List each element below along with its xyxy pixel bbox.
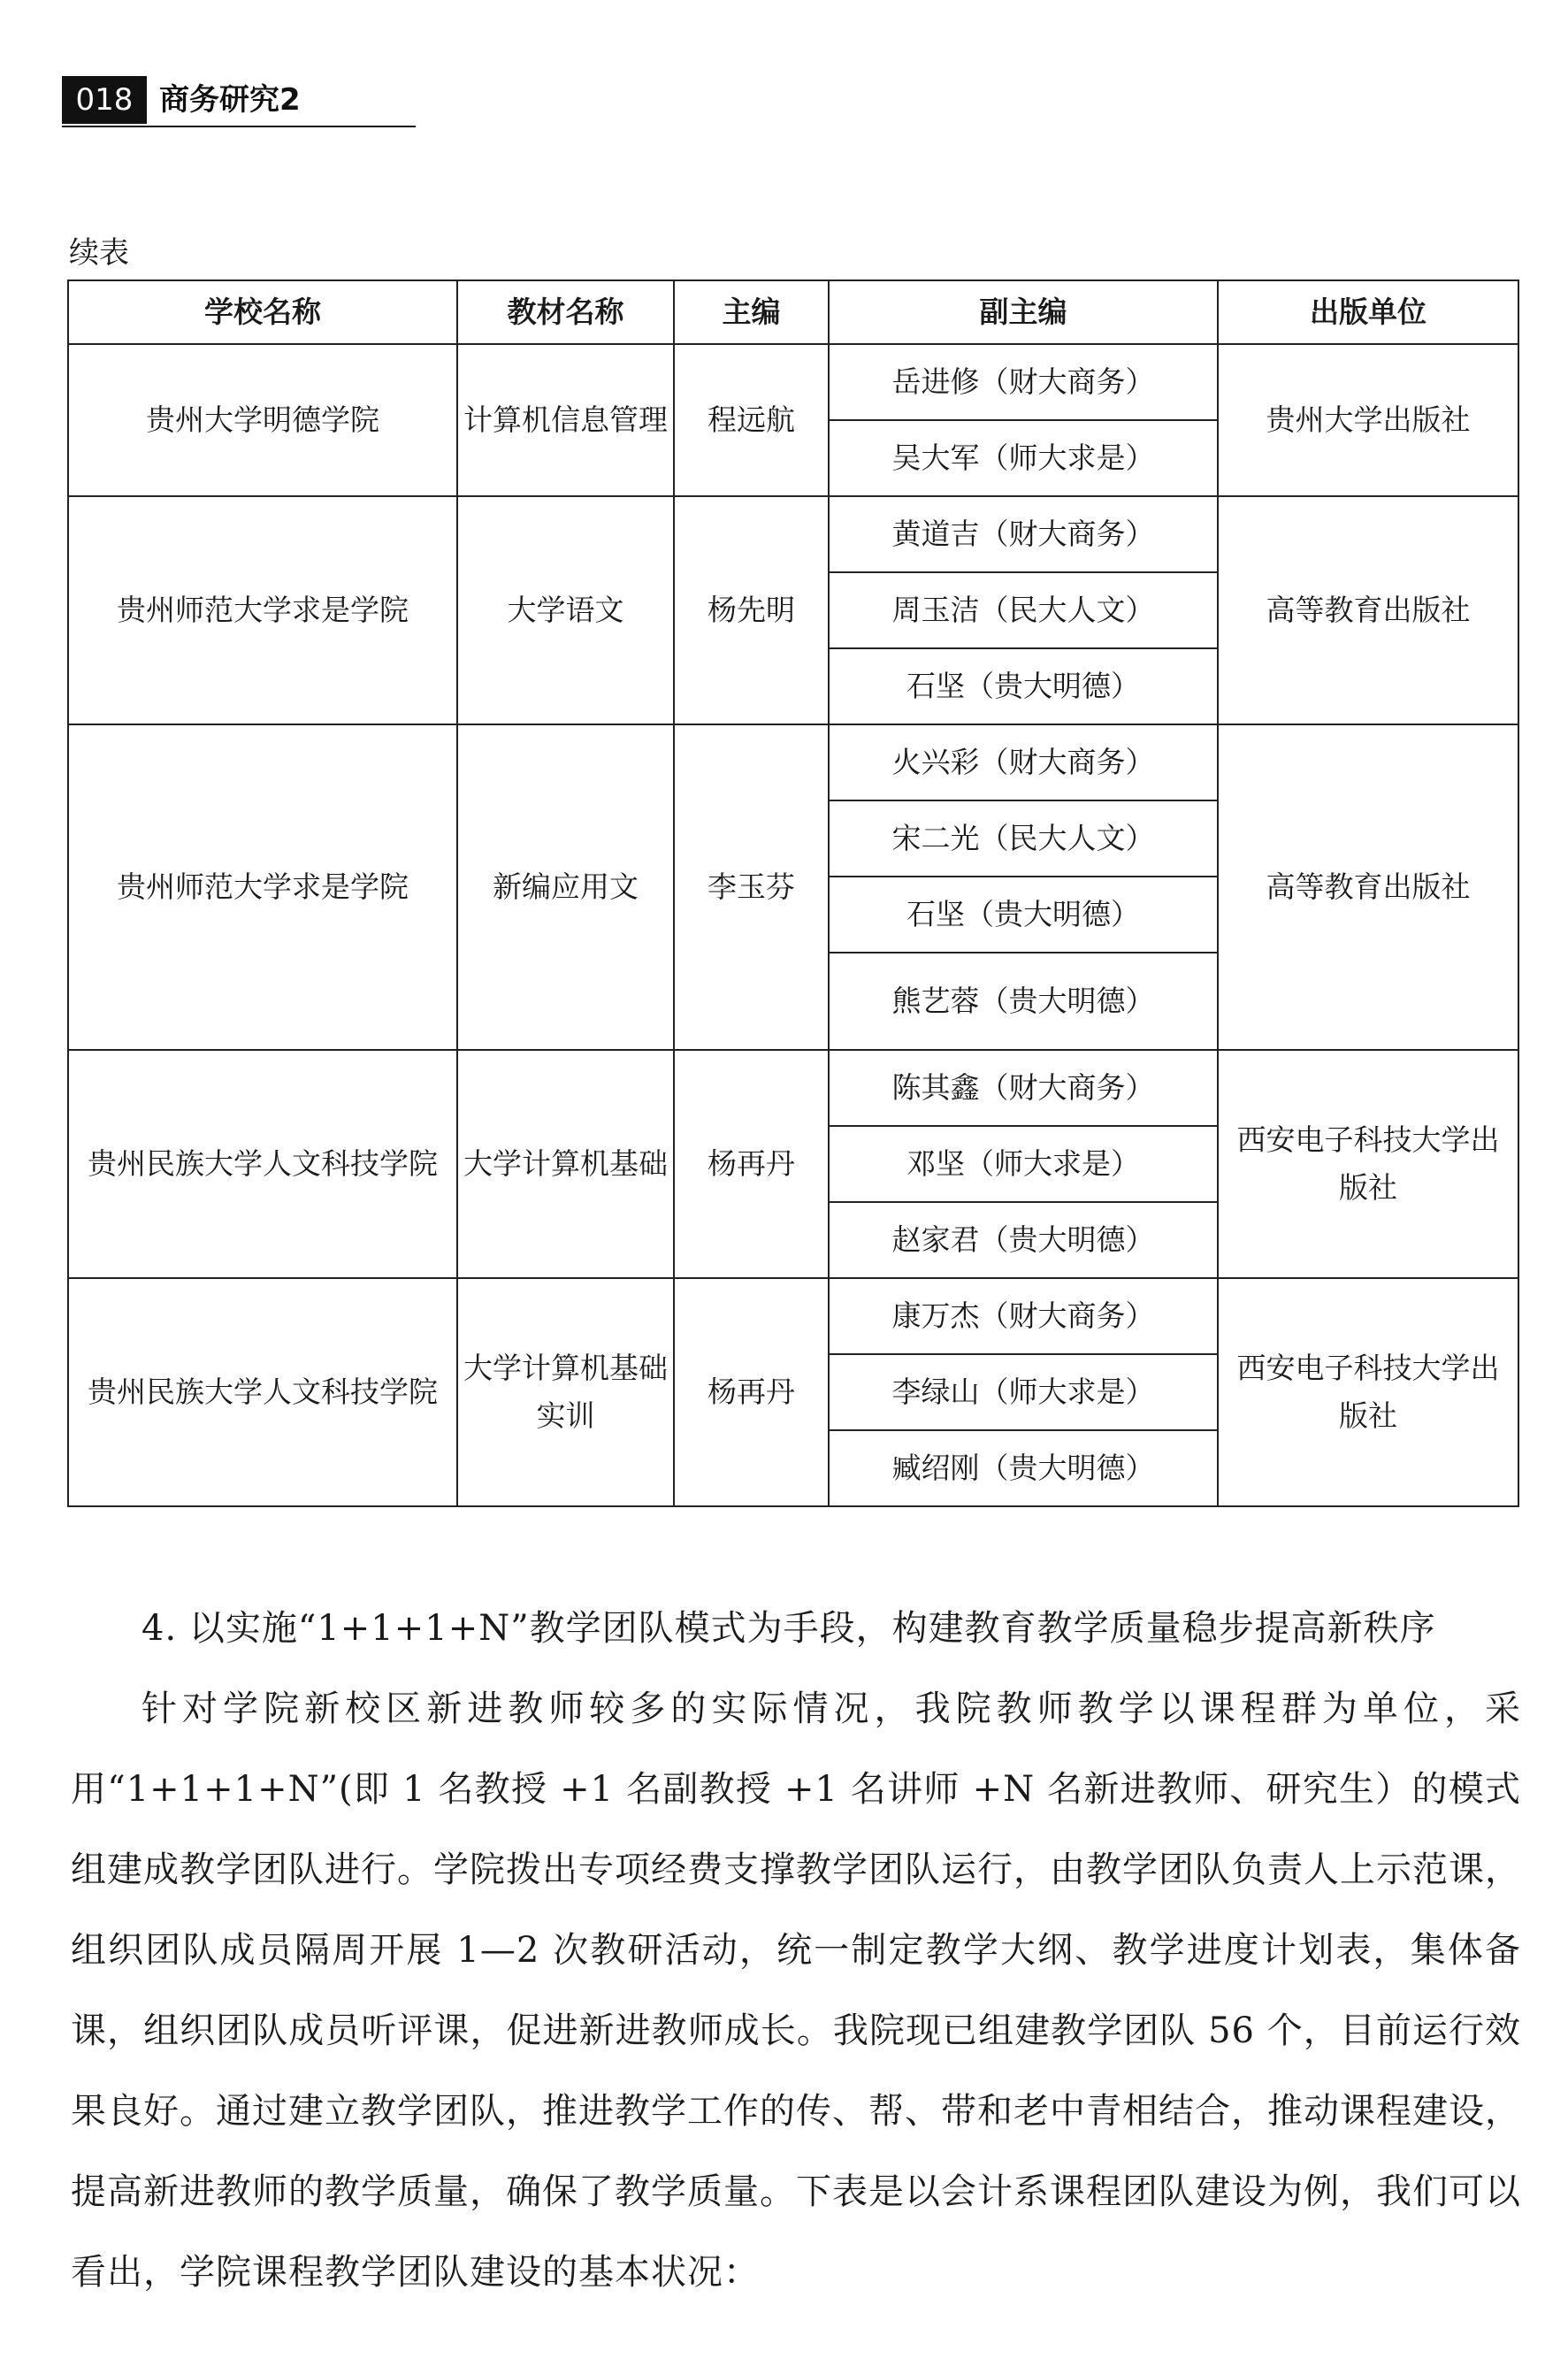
- textbook-name-cell: 大学计算机基础实训: [457, 1278, 674, 1506]
- chief-editor-cell: 程远航: [674, 344, 829, 496]
- table-row: [68, 496, 1518, 572]
- table-row: [68, 724, 1518, 800]
- publisher-cell: 贵州大学出版社: [1218, 344, 1518, 496]
- deputy-editor-cell: 康万杰（财大商务）: [829, 1278, 1218, 1354]
- textbook-name-cell: 大学计算机基础: [457, 1050, 674, 1278]
- deputy-editor-cell: 石坚（贵大明德）: [829, 648, 1218, 724]
- table-row: [68, 344, 1518, 420]
- page-header: [62, 76, 416, 126]
- column-header: 教材名称: [457, 280, 674, 344]
- deputy-editor-cell: 石坚（贵大明德）: [829, 877, 1218, 953]
- body-text: [71, 1589, 1521, 2313]
- publisher-cell: 西安电子科技大学出版社: [1218, 1050, 1518, 1278]
- textbook-name-cell: 大学语文: [457, 496, 674, 724]
- deputy-editor-cell: 邓坚（师大求是）: [829, 1126, 1218, 1202]
- deputy-editor-cell: 火兴彩（财大商务）: [829, 724, 1218, 800]
- school-name-cell: 贵州师范大学求是学院: [68, 724, 457, 1050]
- table-caption: 续表: [69, 235, 129, 271]
- body-paragraph: 针对学院新校区新进教师较多的实际情况，我院教师教学以课程群为单位，采用“1+1+1+N”(即 1 名教授 +1 名副教授 +1 名讲师 +N 名新进教师、研究生）的模式组建成教学团队进行。学院拨出专项经费支撑教学团队运行，由教学团队负责人上示范课，组织团队成员隔周开展 1—2 次教研活动，统一制定教学大纲、教学进度计划表，集体备课，组织团队成员听评课，促进新进教师成长。我院现已组建教学团队 56 个，目前运行效果良好。通过建立教学团队，推进教学工作的传、帮、带和老中青相结合，推动课程建设，提高新进教师的教学质量，确保了教学质量。下表是以会计系课程团队建设为例，我们可以看出，学院课程教学团队建设的基本状况：: [71, 1689, 1521, 2293]
- chief-editor-cell: 杨再丹: [674, 1050, 829, 1278]
- deputy-editor-cell: 周玉洁（民大人文）: [829, 572, 1218, 648]
- deputy-editor-cell: 黄道吉（财大商务）: [829, 496, 1218, 572]
- textbook-name-cell: 新编应用文: [457, 724, 674, 1050]
- column-header: 副主编: [829, 280, 1218, 344]
- column-header: 学校名称: [68, 280, 457, 344]
- deputy-editor-cell: 赵家君（贵大明德）: [829, 1202, 1218, 1278]
- chief-editor-cell: 杨先明: [674, 496, 829, 724]
- column-header: 主编: [674, 280, 829, 344]
- school-name-cell: 贵州师范大学求是学院: [68, 496, 457, 724]
- school-name-cell: 贵州民族大学人文科技学院: [68, 1050, 457, 1278]
- publisher-cell: 高等教育出版社: [1218, 724, 1518, 1050]
- section-heading: 4. 以实施“1+1+1+N”教学团队模式为手段，构建教育教学质量稳步提高新秩序: [142, 1608, 1436, 1649]
- book-title: 商务研究2: [159, 82, 301, 118]
- deputy-editor-cell: 宋二光（民大人文）: [829, 800, 1218, 877]
- deputy-editor-cell: 吴大军（师大求是）: [829, 420, 1218, 496]
- deputy-editor-cell: 岳进修（财大商务）: [829, 344, 1218, 420]
- textbook-name-cell: 计算机信息管理: [457, 344, 674, 496]
- chief-editor-cell: 李玉芬: [674, 724, 829, 1050]
- deputy-editor-cell: 李绿山（师大求是）: [829, 1354, 1218, 1430]
- deputy-editor-cell: 熊艺蓉（贵大明德）: [829, 953, 1218, 1050]
- school-name-cell: 贵州大学明德学院: [68, 344, 457, 496]
- deputy-editor-cell: 臧绍刚（贵大明德）: [829, 1430, 1218, 1506]
- publisher-cell: 高等教育出版社: [1218, 496, 1518, 724]
- table-row: [68, 1278, 1518, 1354]
- chief-editor-cell: 杨再丹: [674, 1278, 829, 1506]
- page-number: 018: [62, 76, 147, 124]
- table-row: [68, 1050, 1518, 1126]
- school-name-cell: 贵州民族大学人文科技学院: [68, 1278, 457, 1506]
- deputy-editor-cell: 陈其鑫（财大商务）: [829, 1050, 1218, 1126]
- textbook-table: [67, 280, 1519, 1507]
- column-header: 出版单位: [1218, 280, 1518, 344]
- publisher-cell: 西安电子科技大学出版社: [1218, 1278, 1518, 1506]
- header-rule: [62, 126, 416, 127]
- table-header-row: [68, 280, 1518, 344]
